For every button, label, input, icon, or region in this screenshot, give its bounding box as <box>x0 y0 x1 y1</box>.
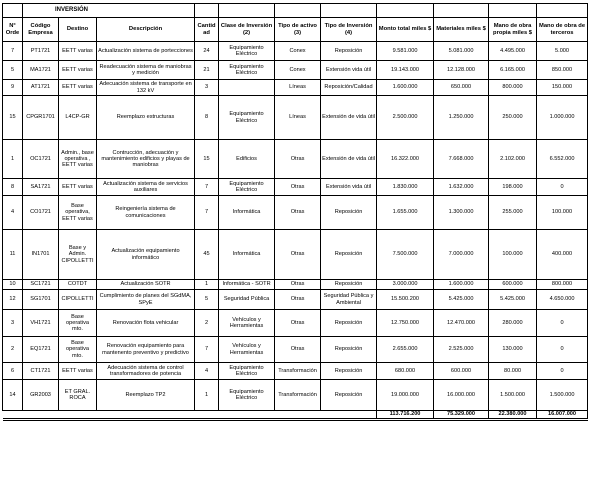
table-row <box>3 140 588 179</box>
cell-description: Readecuación sistema de maniobras y medición <box>97 61 195 80</box>
spacer-cell <box>275 411 321 420</box>
cell-own-labor: 2.102.000 <box>489 140 537 179</box>
cell-order-number: 3 <box>3 310 23 337</box>
cell-quantity: 24 <box>195 42 219 61</box>
cell-investment-class: Vehículos y Herramientas <box>219 310 275 337</box>
table-row <box>3 179 588 196</box>
cell-investment-type: Reposición <box>321 363 377 380</box>
cell-investment-class: Equipamiento Eléctrico <box>219 61 275 80</box>
cell-total-amount: 2.500.000 <box>377 96 434 140</box>
cell-total-amount: 15.500.200 <box>377 290 434 310</box>
spacer-cell <box>489 4 537 18</box>
cell-quantity: 7 <box>195 196 219 230</box>
cell-own-labor: 130.000 <box>489 337 537 363</box>
cell-description: Renovación equipamiento para mantenento preventivo y predictivo <box>97 337 195 363</box>
cell-asset-type: Transformación <box>275 380 321 411</box>
cell-order-number: 14 <box>3 380 23 411</box>
cell-quantity: 2 <box>195 310 219 337</box>
cell-order-number: 7 <box>3 42 23 61</box>
cell-own-labor: 1.500.000 <box>489 380 537 411</box>
cell-investment-class: Informática <box>219 230 275 280</box>
cell-asset-type: Otras <box>275 230 321 280</box>
investment-table <box>2 3 588 421</box>
cell-own-labor: 600.000 <box>489 280 537 290</box>
cell-materials: 1.600.000 <box>434 280 489 290</box>
cell-materials: 16.000.000 <box>434 380 489 411</box>
cell-description: Contrucción, adecuación y mantenimiento edificios y playas de maniobras <box>97 140 195 179</box>
cell-order-number: 4 <box>3 196 23 230</box>
cell-investment-class: Informática - SOTR <box>219 280 275 290</box>
spacer-cell <box>219 4 275 18</box>
col-header: Descripción <box>97 18 195 42</box>
cell-investment-class: Equipamiento Eléctrico <box>219 96 275 140</box>
cell-description: Adecuación sistema de transporte en 132 kV <box>97 80 195 96</box>
table-row <box>3 337 588 363</box>
cell-asset-type: Conex <box>275 42 321 61</box>
cell-destination: Base y Admin. CIPOLLETTI <box>59 230 97 280</box>
cell-asset-type: Conex <box>275 61 321 80</box>
cell-description: Actualización sistema de servicios auxiliares <box>97 179 195 196</box>
spacer-cell <box>195 411 219 420</box>
cell-quantity: 7 <box>195 337 219 363</box>
cell-description: Actualización equipamiento informático <box>97 230 195 280</box>
cell-own-labor: 6.165.000 <box>489 61 537 80</box>
cell-destination: EETT varias <box>59 179 97 196</box>
cell-investment-class: Equipamiento Eléctrico <box>219 363 275 380</box>
cell-company-code: IN1701 <box>23 230 59 280</box>
col-header: Código Empresa <box>23 18 59 42</box>
cell-total-amount: 7.500.000 <box>377 230 434 280</box>
cell-destination: EETT varias <box>59 61 97 80</box>
table-row <box>3 96 588 140</box>
cell-description: Reemplazo TP2 <box>97 380 195 411</box>
table-row <box>3 280 588 290</box>
col-header: Destino <box>59 18 97 42</box>
spacer-cell <box>195 4 219 18</box>
cell-investment-type: Extensión de vida útil <box>321 96 377 140</box>
cell-investment-class: Edificios <box>219 140 275 179</box>
cell-investment-class: Equipamiento Eléctrico <box>219 179 275 196</box>
cell-materials: 12.470.000 <box>434 310 489 337</box>
table-row <box>3 290 588 310</box>
spacer-cell <box>23 411 59 420</box>
cell-third-party-labor: 4.650.000 <box>537 290 588 310</box>
col-header: Tipo de activo (3) <box>275 18 321 42</box>
spacer-cell <box>377 4 434 18</box>
cell-materials: 650.000 <box>434 80 489 96</box>
cell-investment-class: Equipamiento Eléctrico <box>219 380 275 411</box>
cell-own-labor: 100.000 <box>489 230 537 280</box>
cell-order-number: 5 <box>3 61 23 80</box>
cell-destination: L4CP-GR <box>59 96 97 140</box>
cell-company-code: SC1721 <box>23 280 59 290</box>
cell-destination: Admin., base operativa , EETT varias <box>59 140 97 179</box>
cell-destination: Base operativa mto. <box>59 337 97 363</box>
cell-investment-type: Extensión vida útil <box>321 179 377 196</box>
cell-description: Adecuación sistema de control transformadores de potencia <box>97 363 195 380</box>
table-row <box>3 61 588 80</box>
total-mano-obra-terceros: 16.007.000 <box>537 411 588 420</box>
cell-total-amount: 12.750.000 <box>377 310 434 337</box>
cell-investment-class <box>219 80 275 96</box>
col-header: N° Orde <box>3 18 23 42</box>
table-body <box>3 42 588 411</box>
cell-total-amount: 1.600.000 <box>377 80 434 96</box>
cell-own-labor: 4.495.000 <box>489 42 537 61</box>
cell-investment-type: Reposición <box>321 42 377 61</box>
cell-company-code: GR2003 <box>23 380 59 411</box>
cell-company-code: SG1701 <box>23 290 59 310</box>
cell-description: Renovación flota vehicular <box>97 310 195 337</box>
cell-order-number: 10 <box>3 280 23 290</box>
cell-destination: Base operativa mto. <box>59 310 97 337</box>
cell-third-party-labor: 100.000 <box>537 196 588 230</box>
cell-destination: EETT varias <box>59 42 97 61</box>
cell-quantity: 1 <box>195 280 219 290</box>
cell-total-amount: 1.830.000 <box>377 179 434 196</box>
cell-destination: CIPOLLETTI <box>59 290 97 310</box>
total-monto: 113.716.200 <box>377 411 434 420</box>
cell-quantity: 7 <box>195 179 219 196</box>
table-row <box>3 363 588 380</box>
cell-quantity: 21 <box>195 61 219 80</box>
cell-asset-type: Otras <box>275 140 321 179</box>
cell-order-number: 1 <box>3 140 23 179</box>
cell-third-party-labor: 850.000 <box>537 61 588 80</box>
cell-third-party-labor: 1.000.000 <box>537 96 588 140</box>
cell-third-party-labor: 1.500.000 <box>537 380 588 411</box>
cell-materials: 7.000.000 <box>434 230 489 280</box>
cell-investment-type: Reposición/Calidad <box>321 80 377 96</box>
cell-order-number: 2 <box>3 337 23 363</box>
cell-asset-type: Otras <box>275 280 321 290</box>
cell-company-code: SA1721 <box>23 179 59 196</box>
cell-total-amount: 680.000 <box>377 363 434 380</box>
cell-materials: 600.000 <box>434 363 489 380</box>
total-mano-obra-propia: 22.380.000 <box>489 411 537 420</box>
cell-own-labor: 198.000 <box>489 179 537 196</box>
cell-investment-type: Reposición <box>321 380 377 411</box>
cell-investment-type: Reposición <box>321 280 377 290</box>
spacer-cell <box>321 4 377 18</box>
cell-quantity: 3 <box>195 80 219 96</box>
cell-company-code: CO1721 <box>23 196 59 230</box>
col-header: Clase de Inversión (2) <box>219 18 275 42</box>
cell-description: Actualización sistema de portecciones <box>97 42 195 61</box>
table-row <box>3 80 588 96</box>
cell-investment-type: Extensión de vida útil <box>321 140 377 179</box>
cell-company-code: VH1721 <box>23 310 59 337</box>
cell-materials: 5.425.000 <box>434 290 489 310</box>
cell-quantity: 15 <box>195 140 219 179</box>
spacer-cell <box>3 4 23 18</box>
cell-third-party-labor: 6.552.000 <box>537 140 588 179</box>
cell-order-number: 8 <box>3 179 23 196</box>
cell-investment-type: Extensión vida útil <box>321 61 377 80</box>
cell-order-number: 12 <box>3 290 23 310</box>
spacer-cell <box>59 411 97 420</box>
cell-third-party-labor: 0 <box>537 363 588 380</box>
cell-description: Reingeniería sistema de comunicaciones <box>97 196 195 230</box>
cell-materials: 1.250.000 <box>434 96 489 140</box>
cell-total-amount: 2.655.000 <box>377 337 434 363</box>
cell-investment-type: Reposición <box>321 337 377 363</box>
cell-asset-type: Líneas <box>275 96 321 140</box>
cell-asset-type: Otras <box>275 179 321 196</box>
table-title: INVERSIÓN <box>23 4 195 18</box>
spacer-cell <box>275 4 321 18</box>
col-header: Tipo de Inversión (4) <box>321 18 377 42</box>
cell-destination: EETT varias <box>59 80 97 96</box>
cell-own-labor: 80.000 <box>489 363 537 380</box>
cell-total-amount: 16.322.000 <box>377 140 434 179</box>
cell-materials: 2.525.000 <box>434 337 489 363</box>
spacer-cell <box>321 411 377 420</box>
cell-total-amount: 1.655.000 <box>377 196 434 230</box>
cell-company-code: CPGR1701 <box>23 96 59 140</box>
cell-description: Actualización SOTR <box>97 280 195 290</box>
table-row <box>3 196 588 230</box>
cell-destination: ET GRAL. ROCA <box>59 380 97 411</box>
cell-quantity: 4 <box>195 363 219 380</box>
cell-asset-type: Otras <box>275 290 321 310</box>
cell-total-amount: 19.000.000 <box>377 380 434 411</box>
cell-third-party-labor: 5.000 <box>537 42 588 61</box>
cell-third-party-labor: 800.000 <box>537 280 588 290</box>
cell-quantity: 5 <box>195 290 219 310</box>
cell-materials: 1.632.000 <box>434 179 489 196</box>
cell-third-party-labor: 0 <box>537 310 588 337</box>
cell-company-code: AT1721 <box>23 80 59 96</box>
cell-company-code: MA1721 <box>23 61 59 80</box>
cell-company-code: CT1721 <box>23 363 59 380</box>
cell-investment-type: Seguridad Pública y Ambiental <box>321 290 377 310</box>
cell-third-party-labor: 0 <box>537 337 588 363</box>
spacer-cell <box>434 4 489 18</box>
header-row <box>3 18 588 42</box>
col-header: Monto total miles $ <box>377 18 434 42</box>
spacer-cell <box>219 411 275 420</box>
table-row <box>3 380 588 411</box>
cell-description: Cumplimiento de planes del SGdMA, SPyE <box>97 290 195 310</box>
table-row <box>3 230 588 280</box>
cell-order-number: 6 <box>3 363 23 380</box>
cell-destination: EETT varias <box>59 363 97 380</box>
cell-asset-type: Otras <box>275 337 321 363</box>
cell-company-code: OC1721 <box>23 140 59 179</box>
spacer-cell <box>3 411 23 420</box>
cell-own-labor: 250.000 <box>489 96 537 140</box>
cell-total-amount: 3.000.000 <box>377 280 434 290</box>
cell-third-party-labor: 400.000 <box>537 230 588 280</box>
col-header: Cantidad <box>195 18 219 42</box>
cell-materials: 7.668.000 <box>434 140 489 179</box>
cell-own-labor: 800.000 <box>489 80 537 96</box>
col-header: Mano de obra propia miles $ <box>489 18 537 42</box>
cell-investment-class: Equipamiento Eléctrico <box>219 42 275 61</box>
table-row <box>3 42 588 61</box>
cell-asset-type: Otras <box>275 310 321 337</box>
cell-investment-class: Vehículos y Herramientas <box>219 337 275 363</box>
spacer-cell <box>97 411 195 420</box>
cell-asset-type: Otras <box>275 196 321 230</box>
totals-row <box>3 411 588 420</box>
cell-total-amount: 19.143.000 <box>377 61 434 80</box>
cell-materials: 5.081.000 <box>434 42 489 61</box>
table-row <box>3 310 588 337</box>
cell-third-party-labor: 150.000 <box>537 80 588 96</box>
cell-investment-class: Seguridad Pública <box>219 290 275 310</box>
cell-materials: 12.128.000 <box>434 61 489 80</box>
cell-total-amount: 9.581.000 <box>377 42 434 61</box>
cell-order-number: 9 <box>3 80 23 96</box>
cell-investment-class: Informática <box>219 196 275 230</box>
cell-third-party-labor: 0 <box>537 179 588 196</box>
cell-investment-type: Reposición <box>321 196 377 230</box>
cell-investment-type: Reposición <box>321 230 377 280</box>
cell-order-number: 15 <box>3 96 23 140</box>
cell-company-code: EQ1721 <box>23 337 59 363</box>
col-header: Materiales miles $ <box>434 18 489 42</box>
cell-own-labor: 280.000 <box>489 310 537 337</box>
cell-company-code: PT1721 <box>23 42 59 61</box>
cell-materials: 1.300.000 <box>434 196 489 230</box>
total-materiales: 75.329.000 <box>434 411 489 420</box>
cell-quantity: 1 <box>195 380 219 411</box>
spacer-cell <box>537 4 588 18</box>
cell-order-number: 11 <box>3 230 23 280</box>
cell-investment-type: Reposición <box>321 310 377 337</box>
cell-asset-type: Transformación <box>275 363 321 380</box>
cell-quantity: 8 <box>195 96 219 140</box>
col-header: Mano de obra de terceros <box>537 18 588 42</box>
cell-destination: Base operativa, EETT varias <box>59 196 97 230</box>
cell-asset-type: Líneas <box>275 80 321 96</box>
cell-description: Reemplazo estructuras <box>97 96 195 140</box>
cell-own-labor: 5.425.000 <box>489 290 537 310</box>
cell-quantity: 45 <box>195 230 219 280</box>
cell-destination: COTDT <box>59 280 97 290</box>
cell-own-labor: 255.000 <box>489 196 537 230</box>
